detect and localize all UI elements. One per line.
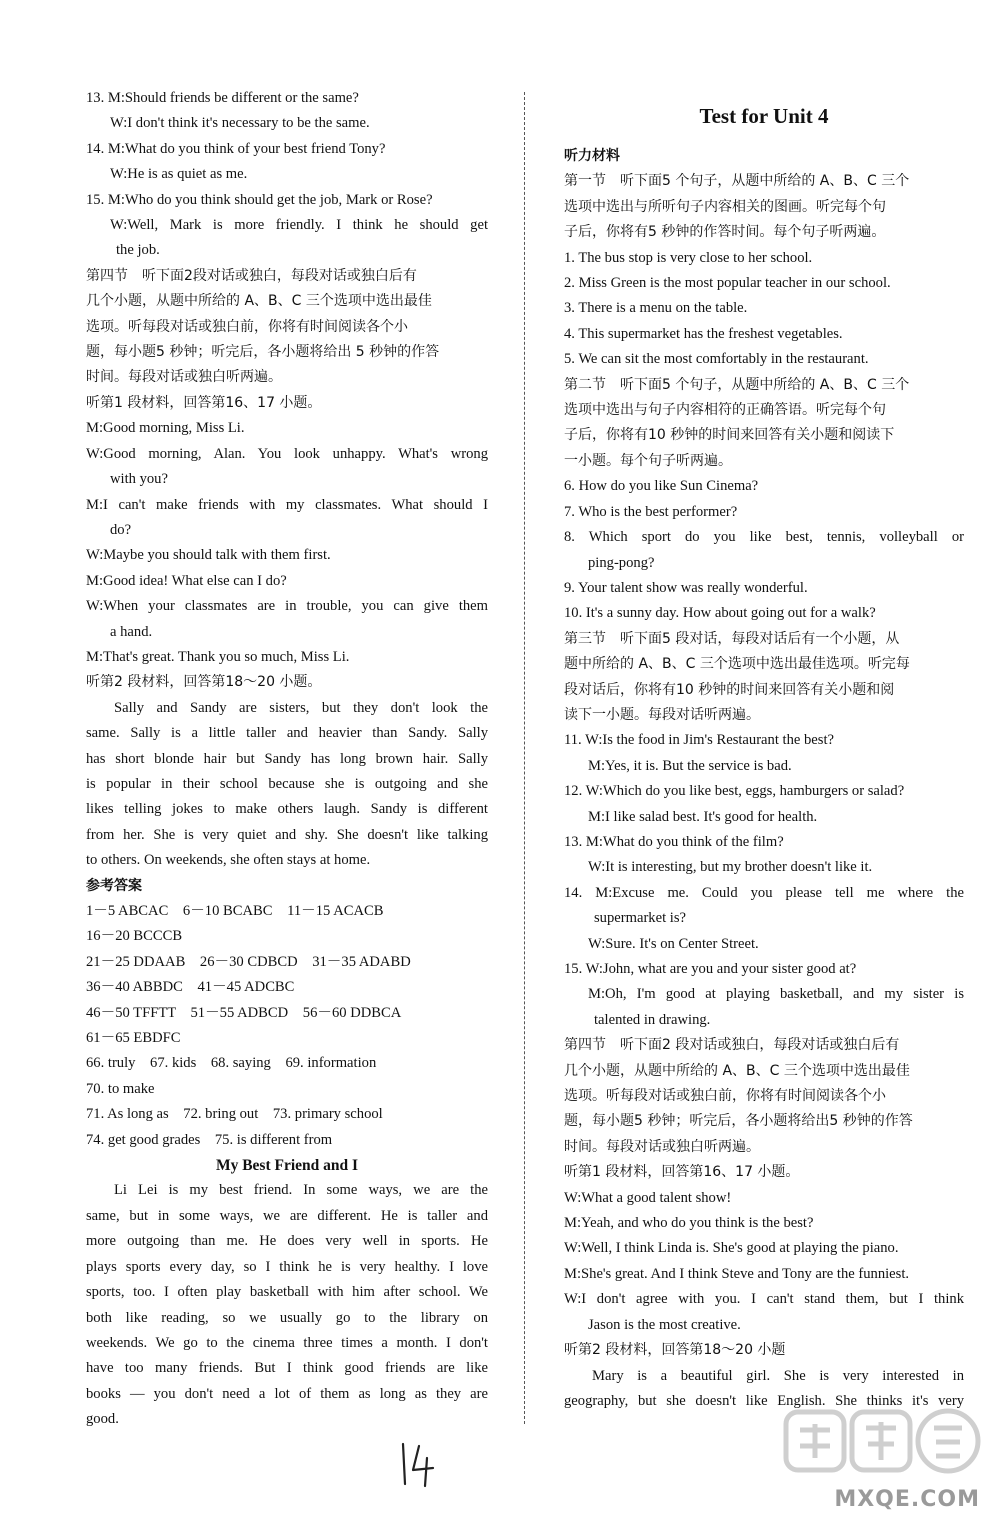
text-line: a hand. — [110, 623, 153, 640]
text-line: 时间。每段对话或独白听两遍。 — [564, 1138, 760, 1155]
text-line: 听第1 段材料，回答第16、17 小题。 — [564, 1164, 800, 1181]
text-line: 几个小题，从题中所给的 A、B、C 三个选项中选出最佳 — [86, 293, 432, 310]
text-line: W:What a good talent show! — [564, 1189, 732, 1206]
text-line: weekends. We go to the cinema three times a month. I don't — [86, 1334, 488, 1351]
text-line: both like reading, so we usually go to the library on — [86, 1309, 488, 1326]
text-line: to others. On weekends, she often stays at home. — [86, 852, 371, 869]
text-line: 14. M:What do you think of your best friend Tony? — [86, 140, 386, 157]
text-line: 7. Who is the best performer? — [564, 503, 738, 520]
text-line: M:I like salad best. It's good for health. — [588, 808, 818, 825]
text-line: 一小题。每个句子听两遍。 — [564, 452, 732, 469]
text-line: W:Maybe you should talk with them first. — [86, 547, 331, 564]
text-line: 参考答案 — [86, 877, 142, 894]
text-line: talented in drawing. — [594, 1011, 711, 1028]
text-line: 听第1 段材料，回答第16、17 小题。 — [86, 394, 322, 411]
text-line: W:Sure. It's on Center Street. — [588, 935, 759, 952]
text-line: 1. The bus stop is very close to her school. — [564, 249, 813, 266]
text-line: 2. Miss Green is the most popular teacher in our school. — [564, 275, 891, 292]
text-line: 第四节 听下面2 段对话或独白，每段对话或独白后有 — [564, 1037, 900, 1054]
text-line: 12. W:Which do you like best, eggs, hamburgers or salad? — [564, 783, 905, 800]
text-line: 选项。听每段对话或独白前，你将有时间阅读各个小 — [564, 1088, 886, 1105]
text-line: 几个小题，从题中所给的 A、B、C 三个选项中选出最佳 — [564, 1062, 910, 1079]
text-line: Mary is a beautiful girl. She is very interested in — [592, 1367, 964, 1384]
text-line: 选项。听每段对话或独白前，你将有时间阅读各个小 — [86, 318, 408, 335]
text-line: more outgoing than me. He does very well in sports. He — [86, 1233, 488, 1250]
text-line: 21－25 DDAAB 26－30 CDBCD 31－35 ADABD — [86, 953, 411, 970]
text-line: 74. get good grades 75. is different from — [86, 1131, 333, 1148]
text-line: Li Lei is my best friend. In some ways, we are the — [114, 1182, 488, 1199]
handwritten-page-number — [395, 1440, 439, 1490]
text-line: W:I don't agree with you. I can't stand them, but I think — [564, 1291, 964, 1308]
text-line: 4. This supermarket has the freshest vegetables. — [564, 325, 843, 342]
text-line: 11. W:Is the food in Jim's Restaurant the best? — [564, 732, 834, 749]
text-line: 66. truly 67. kids 68. saying 69. information — [86, 1055, 377, 1072]
text-line: W:Good morning, Alan. You look unhappy. What's wrong — [86, 445, 488, 462]
text-line: Sally and Sandy are sisters, but they don't look the — [114, 699, 488, 716]
unit-title: Test for Unit 4 — [699, 104, 829, 128]
text-line: same, but in some ways, we are different. He is taller and — [86, 1207, 488, 1224]
text-line: 36－40 ABBDC 41－45 ADCBC — [86, 979, 295, 996]
text-line: good. — [86, 1411, 119, 1428]
text-line: 选项中选出与所听句子内容相关的图画。听完每个句 — [564, 198, 886, 215]
text-line: supermarket is? — [594, 910, 686, 927]
text-line: W:He is as quiet as me. — [110, 166, 248, 183]
text-line: M:Good morning, Miss Li. — [86, 420, 245, 437]
text-line: M:Yes, it is. But the service is bad. — [588, 757, 792, 774]
text-line: 题，每小题5 秒钟；听完后，各小题将给出 5 秒钟的作答 — [86, 344, 440, 361]
text-line: 14. M:Excuse me. Could you please tell me where the — [564, 884, 964, 901]
text-line: 13. M:Should friends be different or the same? — [86, 90, 359, 106]
text-line: plays sports every day, so I think he is very healthy. I love — [86, 1258, 488, 1275]
left-column — [86, 86, 488, 1433]
column-divider — [524, 92, 525, 1424]
text-line: 听第2 段材料，回答第18～20 小题 — [564, 1342, 786, 1359]
text-line: W:I don't think it's necessary to be the same. — [110, 115, 370, 132]
text-line: 6. How do you like Sun Cinema? — [564, 478, 759, 495]
text-line: W:Well, I think Linda is. She's good at playing the piano. — [564, 1240, 899, 1257]
text-line: 5. We can sit the most comfortably in the restaurant. — [564, 351, 869, 368]
text-line: 第二节 听下面5 个句子，从题中所给的 A、B、C 三个 — [564, 376, 910, 393]
text-line: 第三节 听下面5 段对话，每段对话后有一个小题，从 — [564, 630, 900, 647]
text-line: 选项中选出与句子内容相符的正确答语。听完每个句 — [564, 402, 886, 419]
text-line: 70. to make — [86, 1080, 155, 1097]
text-line: 听第2 段材料，回答第18～20 小题。 — [86, 674, 322, 691]
text-line: 读下一小题。每段对话听两遍。 — [564, 706, 760, 723]
text-line: have too many friends. But I think good friends are like — [86, 1360, 488, 1377]
text-line: My Best Friend and I — [215, 1157, 359, 1175]
text-line: 3. There is a menu on the table. — [564, 300, 748, 317]
text-line: 第四节 听下面2段对话或独白，每段对话或独白后有 — [86, 267, 417, 284]
text-line: M:She's great. And I think Steve and Tony are the funniest. — [564, 1265, 910, 1282]
text-line: with you? — [110, 471, 168, 488]
text-line: 10. It's a sunny day. How about going out for a walk? — [564, 605, 876, 622]
text-line: do? — [110, 521, 132, 538]
text-line: ping-pong? — [588, 554, 655, 571]
text-line: W:Well, Mark is more friendly. I think he should get — [110, 217, 488, 234]
text-line: M:Oh, I'm good at playing basketball, and my sister is — [588, 986, 964, 1003]
text-line: 61－65 EBDFC — [86, 1030, 181, 1047]
text-line: 16－20 BCCCB — [86, 928, 183, 945]
text-line: 15. W:John, what are you and your sister good at? — [564, 961, 857, 977]
watermark-url: MXQE.COM — [834, 1487, 980, 1512]
text-line: M:I can't make friends with my classmates. What should I — [86, 496, 488, 513]
text-line: books — you don't need a lot of them as long as they are — [86, 1385, 488, 1402]
text-line: likes telling jokes to make others laugh. Sandy is different — [86, 801, 488, 818]
text-line: 子后，你将有5 秒钟的作答时间。每个句子听两遍。 — [564, 224, 886, 241]
text-line: Jason is the most creative. — [588, 1316, 741, 1333]
text-line: 子后，你将有10 秒钟的时间来回答有关小题和阅读下 — [564, 427, 895, 444]
text-line: 题，每小题5 秒钟；听完后，各小题将给出5 秒钟的作答 — [564, 1113, 913, 1130]
text-line: 46－50 TFFTT 51－55 ADBCD 56－60 DDBCA — [86, 1004, 402, 1021]
text-line: sports, too. I often play basketball with him after school. We — [86, 1284, 488, 1301]
text-line: 听力材料 — [564, 148, 620, 164]
text-line: 第一节 听下面5 个句子，从题中所给的 A、B、C 三个 — [564, 173, 910, 190]
text-line: from her. She is very quiet and shy. She doesn't like talking — [86, 826, 488, 843]
text-line: W:When your classmates are in trouble, you can give them — [86, 598, 488, 615]
text-line: M:Yeah, and who do you think is the best? — [564, 1215, 814, 1232]
right-column — [564, 144, 964, 1414]
text-line: geography, but she doesn't like English. She thinks it's very — [564, 1392, 964, 1409]
text-line: has short blonde hair but Sandy has long brown hair. Sally — [86, 750, 488, 767]
text-line: 9. Your talent show was really wonderful. — [564, 579, 808, 596]
text-line: 1－5 ABCAC 6－10 BCABC 11－15 ACACB — [86, 903, 384, 919]
text-line: 题中所给的 A、B、C 三个选项中选出最佳选项。听完每 — [564, 656, 910, 673]
text-line: 15. M:Who do you think should get the job, Mark or Rose? — [86, 191, 433, 208]
text-line: W:It is interesting, but my brother doesn't like it. — [588, 859, 873, 876]
text-line: M:That's great. Thank you so much, Miss Li. — [86, 648, 350, 665]
text-line: 8. Which sport do you like best, tennis, volleyball or — [564, 529, 964, 546]
text-line: is popular in their school because she is outgoing and she — [86, 775, 488, 792]
text-line: M:Good idea! What else can I do? — [86, 572, 287, 589]
text-line: the job. — [116, 242, 160, 259]
text-line: 71. As long as 72. bring out 73. primary school — [86, 1106, 383, 1123]
text-line: same. Sally is a little taller and heavier than Sandy. Sally — [86, 725, 488, 742]
text-line: 13. M:What do you think of the film? — [564, 833, 784, 850]
text-line: 段对话后，你将有10 秒钟的时间来回答有关小题和阅 — [564, 681, 895, 698]
text-line: 时间。每段对话或独白听两遍。 — [86, 369, 282, 386]
